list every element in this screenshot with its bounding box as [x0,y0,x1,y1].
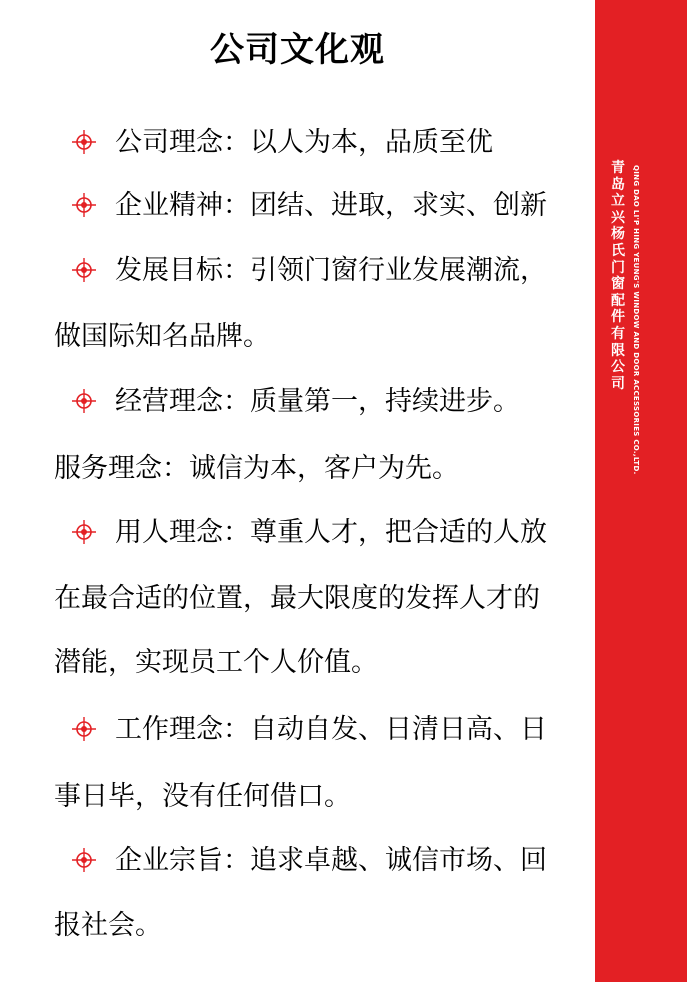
crosshair-target-icon [71,847,97,873]
red-sidebar [595,0,687,982]
list-item-continuation: 做国际知名品牌。 [54,321,270,352]
company-name-cn: 青岛立兴杨氏门窗配件有限公司 [611,160,625,392]
list-item [71,385,520,419]
company-name-en: QING DAO LI'P HING YEUNG'S WINDOW AND DOOR ACCESSORIES CO.,LTD. [632,165,640,475]
crosshair-target-icon [71,129,97,155]
list-item [71,516,547,550]
crosshair-target-icon [71,519,97,545]
list-item [71,126,493,160]
list-item-text: 经营理念：质量第一，持续进步。 [115,386,520,417]
list-item-text: 发展目标：引领门窗行业发展潮流， [115,255,547,286]
list-item-text: 公司理念：以人为本，品质至优 [115,127,493,158]
list-item [71,254,547,288]
list-item-continuation: 事日毕，没有任何借口。 [54,781,351,812]
list-item-continuation: 潜能，实现员工个人价值。 [54,647,378,678]
list-item-text: 企业精神：团结、进取，求实、创新 [115,190,547,221]
crosshair-target-icon [71,388,97,414]
list-item-continuation: 在最合适的位置，最大限度的发挥人才的 [54,583,540,614]
crosshair-target-icon [71,192,97,218]
list-item-continuation: 报社会。 [54,910,162,941]
list-item-text: 工作理念：自动自发、日清日高、日 [115,714,547,745]
list-item-text: 用人理念：尊重人才，把合适的人放 [115,517,547,548]
list-item [71,713,547,747]
crosshair-target-icon [71,716,97,742]
crosshair-target-icon [71,257,97,283]
list-item-text: 企业宗旨：追求卓越、诚信市场、回 [115,845,547,876]
list-item [71,189,547,223]
list-item [71,844,547,878]
list-item-plain: 服务理念：诚信为本，客户为先。 [54,453,459,484]
page-title: 公司文化观 [210,30,385,70]
